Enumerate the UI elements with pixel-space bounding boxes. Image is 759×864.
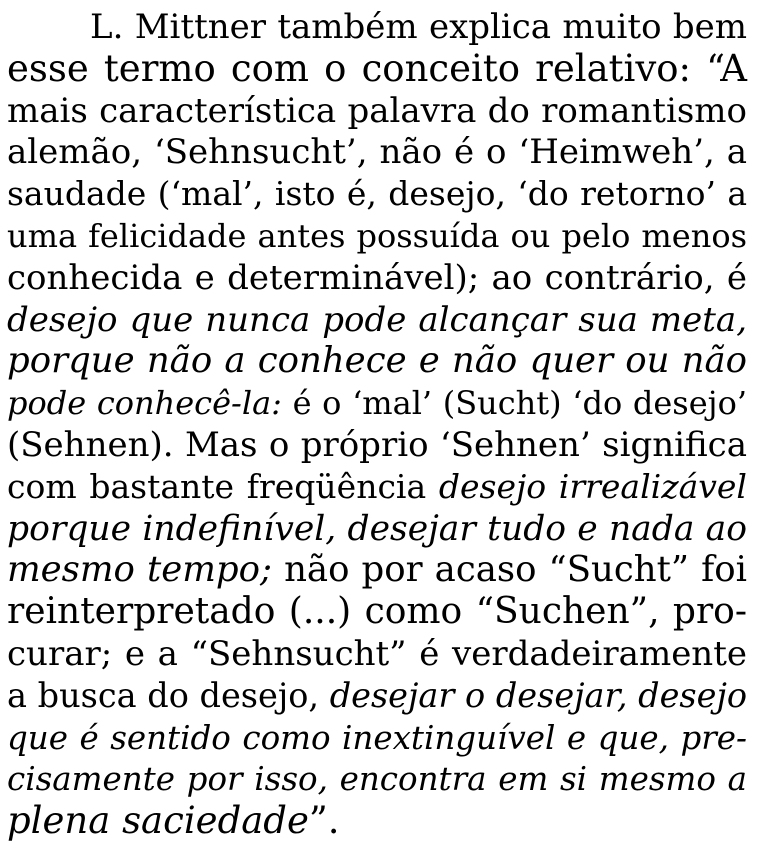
text-run: esse termo com o conceito relativo: “A (7, 46, 747, 90)
text-line (7, 508, 747, 550)
text-run: reinterpretado (...) como “Suchen”, pro- (7, 591, 747, 633)
text-run: a busca do desejo, (7, 675, 330, 715)
text-line (7, 257, 747, 299)
text-line (7, 591, 747, 633)
text-run: mais característica palavra do romantismo (7, 90, 747, 131)
italic-text: porque não a conhece e não quer ou não (7, 340, 747, 382)
text-run: com bastante freqüência (7, 466, 439, 506)
text-line (7, 633, 747, 675)
text-line (7, 215, 747, 257)
italic-text: desejo irrealizável (438, 466, 747, 506)
italic-text: desejo que nunca pode alcançar sua meta, (7, 299, 747, 340)
text-line (7, 48, 747, 90)
italic-text: desejar o desejar, desejo (329, 675, 748, 715)
italic-text: pode conhecê-la: (7, 384, 282, 423)
text-run: uma felicidade antes possuída ou pelo menos (7, 217, 747, 255)
text-line (7, 758, 747, 800)
italic-text: plena saciedade (7, 799, 309, 843)
text-line (7, 675, 747, 717)
text-run: conhecida e determinável); ao contrário, é (7, 257, 747, 298)
text-line (7, 131, 747, 173)
text-line (7, 717, 747, 759)
text-line (7, 549, 747, 591)
italic-text: cisamente por isso, encontra em si mesmo a (7, 760, 747, 799)
text-run: curar; e a “Sehnsucht” é verdadeiramente (7, 634, 747, 674)
text-line (7, 800, 747, 842)
text-run: saudade (‘mal’, isto é, desejo, ‘do retorno’ a (7, 174, 747, 214)
text-line (90, 6, 747, 48)
italic-text: porque indefinível, desejar tudo e nada ao (7, 508, 747, 549)
text-line (7, 299, 747, 341)
text-run: não por acaso “Sucht” foi (272, 549, 747, 591)
text-run: é o ‘mal’ (Sucht) ‘do desejo’ (281, 384, 748, 423)
text-run: L. Mittner também explica muito bem (90, 7, 747, 47)
text-line (7, 382, 747, 424)
text-line (7, 466, 747, 508)
text-run: (Sehnen). Mas o próprio ‘Sehnen’ significa (7, 425, 747, 465)
text-line (7, 424, 747, 466)
text-line (7, 340, 747, 382)
text-line (7, 90, 747, 132)
italic-text: mesmo tempo; (7, 549, 272, 591)
text-run: ”. (308, 799, 340, 843)
italic-text: que é sentido como inextinguível e que, pre- (7, 718, 747, 757)
text-line (7, 173, 747, 215)
text-run: alemão, ‘Sehnsucht’, não é o ‘Heimweh’, a (7, 132, 747, 173)
